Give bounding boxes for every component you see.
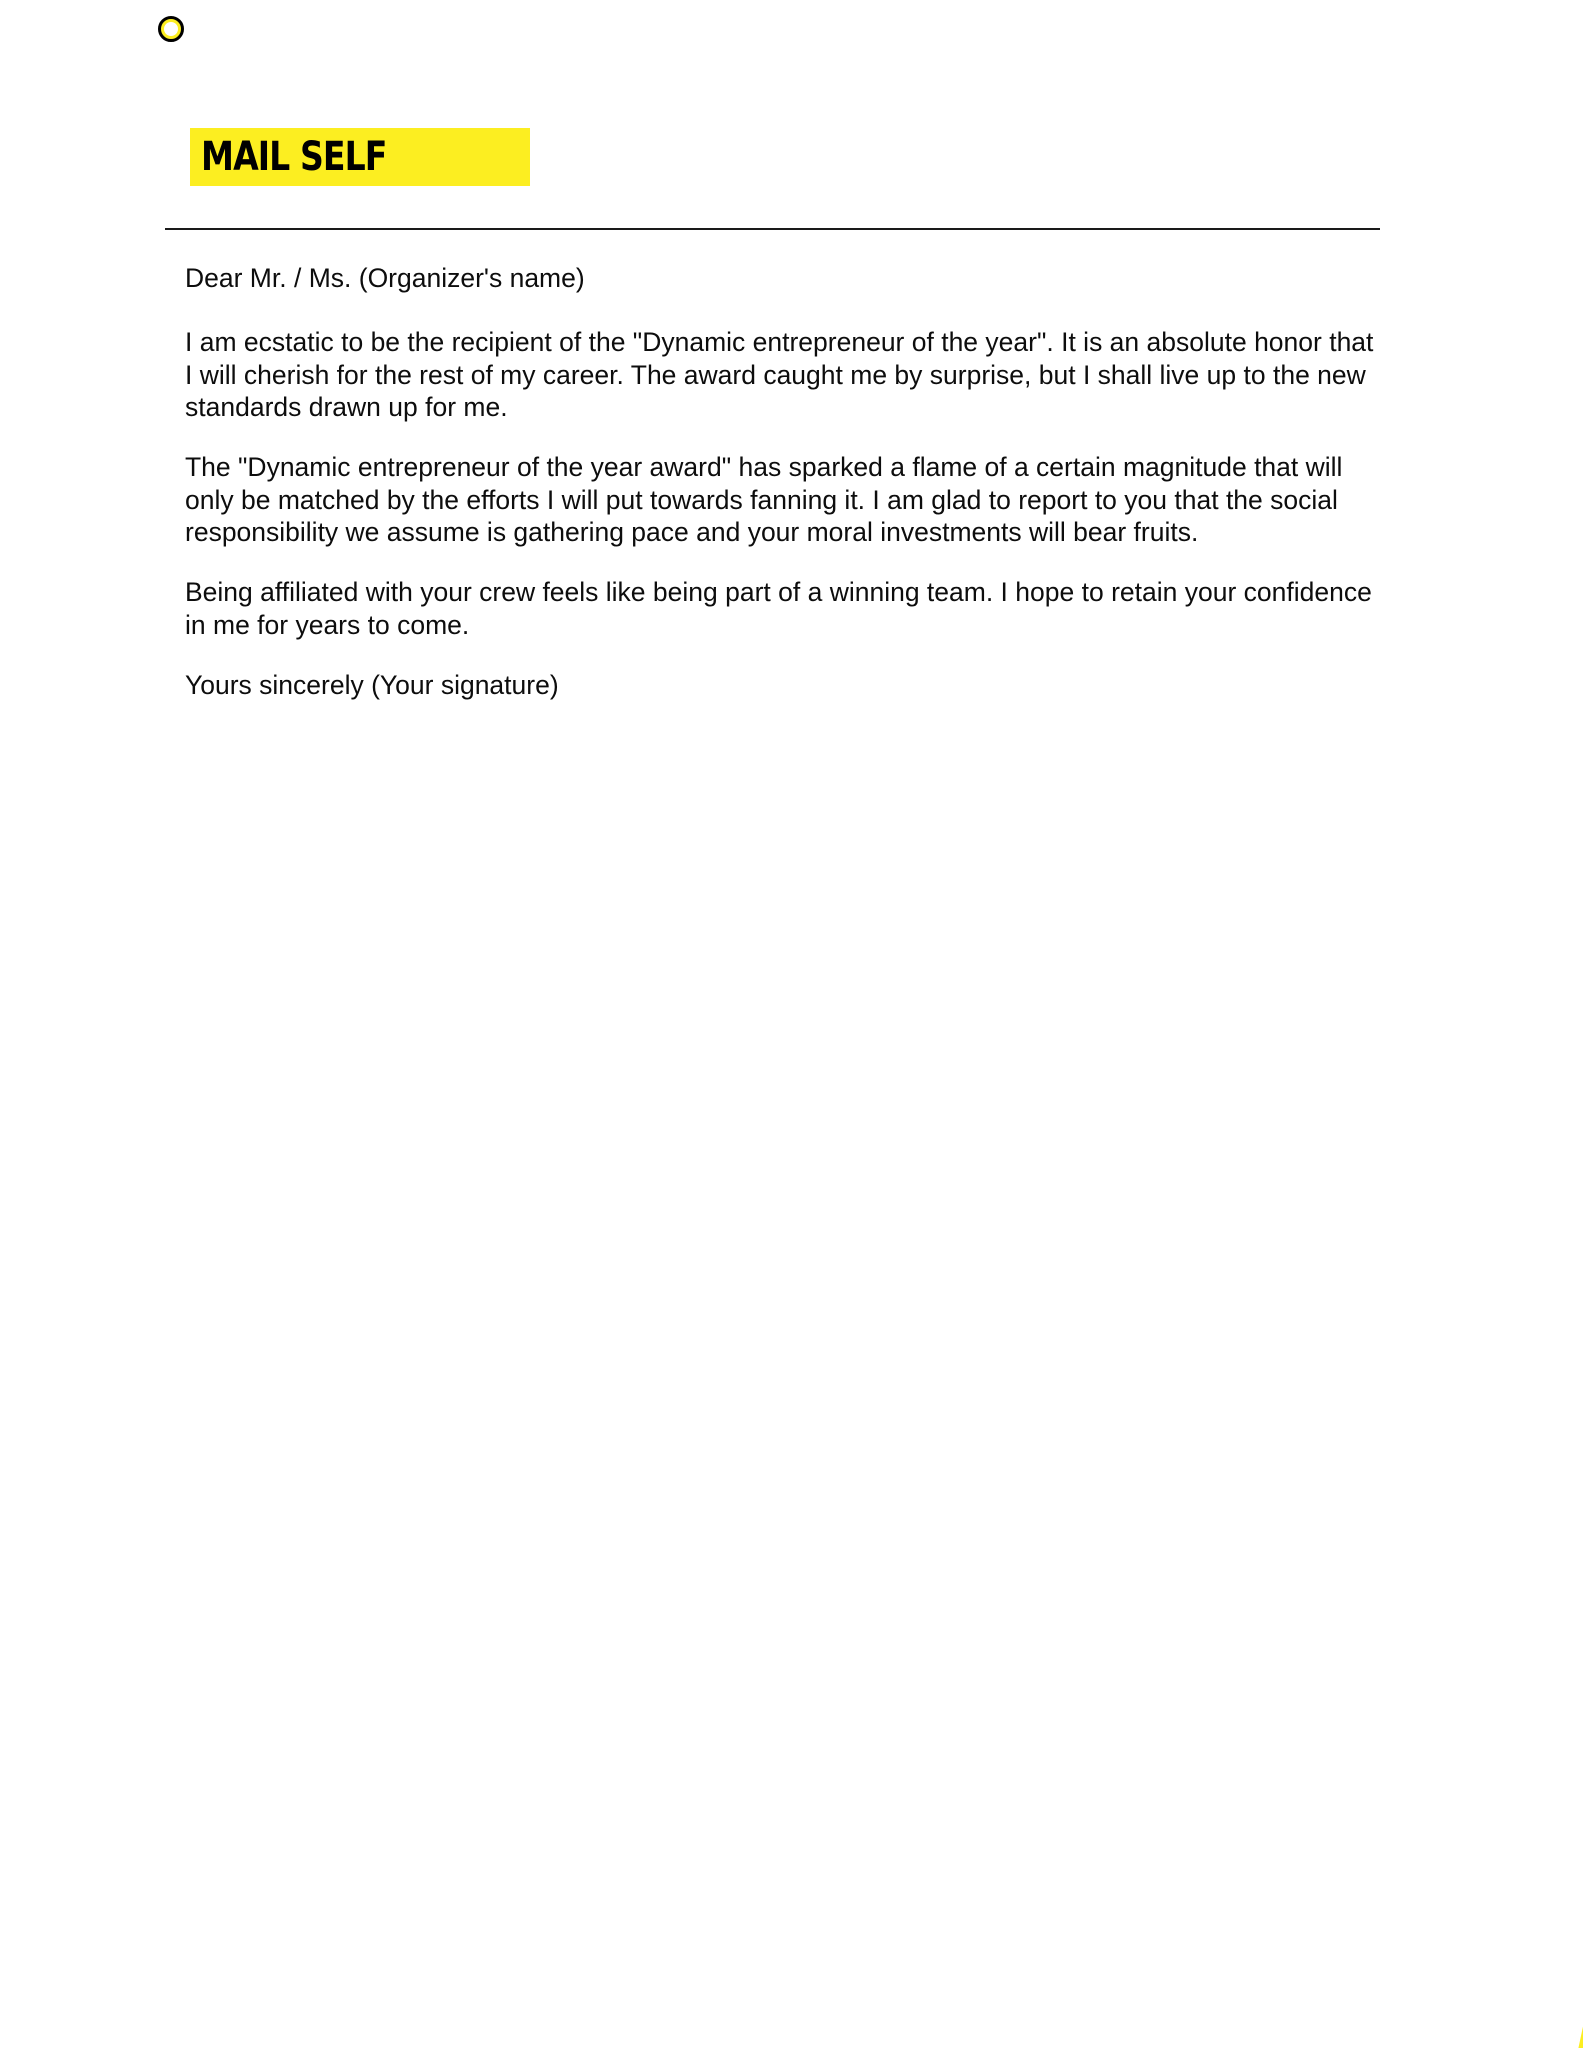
- letter-body: [185, 262, 1385, 701]
- corner-band-inner: [1563, 1878, 1583, 2048]
- letter-salutation: Dear Mr. / Ms. (Organizer's name): [185, 263, 585, 293]
- header-divider: [165, 228, 1380, 230]
- letter-paragraph-1: I am ecstatic to be the recipient of the "Dynamic entrepreneur of the year". It is an absolute honor that I will cherish for the rest of my career. The award caught me by surprise, but I shall live up to the new standards drawn up for me.: [185, 327, 1374, 422]
- letter-paragraph-2: The "Dynamic entrepreneur of the year award" has sparked a flame of a certain magnitude that will only be matched by the efforts I will put towards fanning it. I am glad to report to you that the social responsibility we assume is gathering pace and your moral investments will bear fruits.: [185, 452, 1343, 547]
- logo-circle-inner-icon: [164, 22, 178, 36]
- mailself-logo: [190, 128, 530, 186]
- letter-closing: Yours sincerely (Your signature): [185, 669, 559, 700]
- logo-text: MAIL SELF: [201, 134, 387, 180]
- corner-band-outer: [1575, 1868, 1583, 2048]
- letter-paragraph-3: Being affiliated with your crew feels like being part of a winning team. I hope to retain your confidence in me for years to come.: [185, 577, 1372, 640]
- page-corner-decoration: [1463, 1868, 1583, 2048]
